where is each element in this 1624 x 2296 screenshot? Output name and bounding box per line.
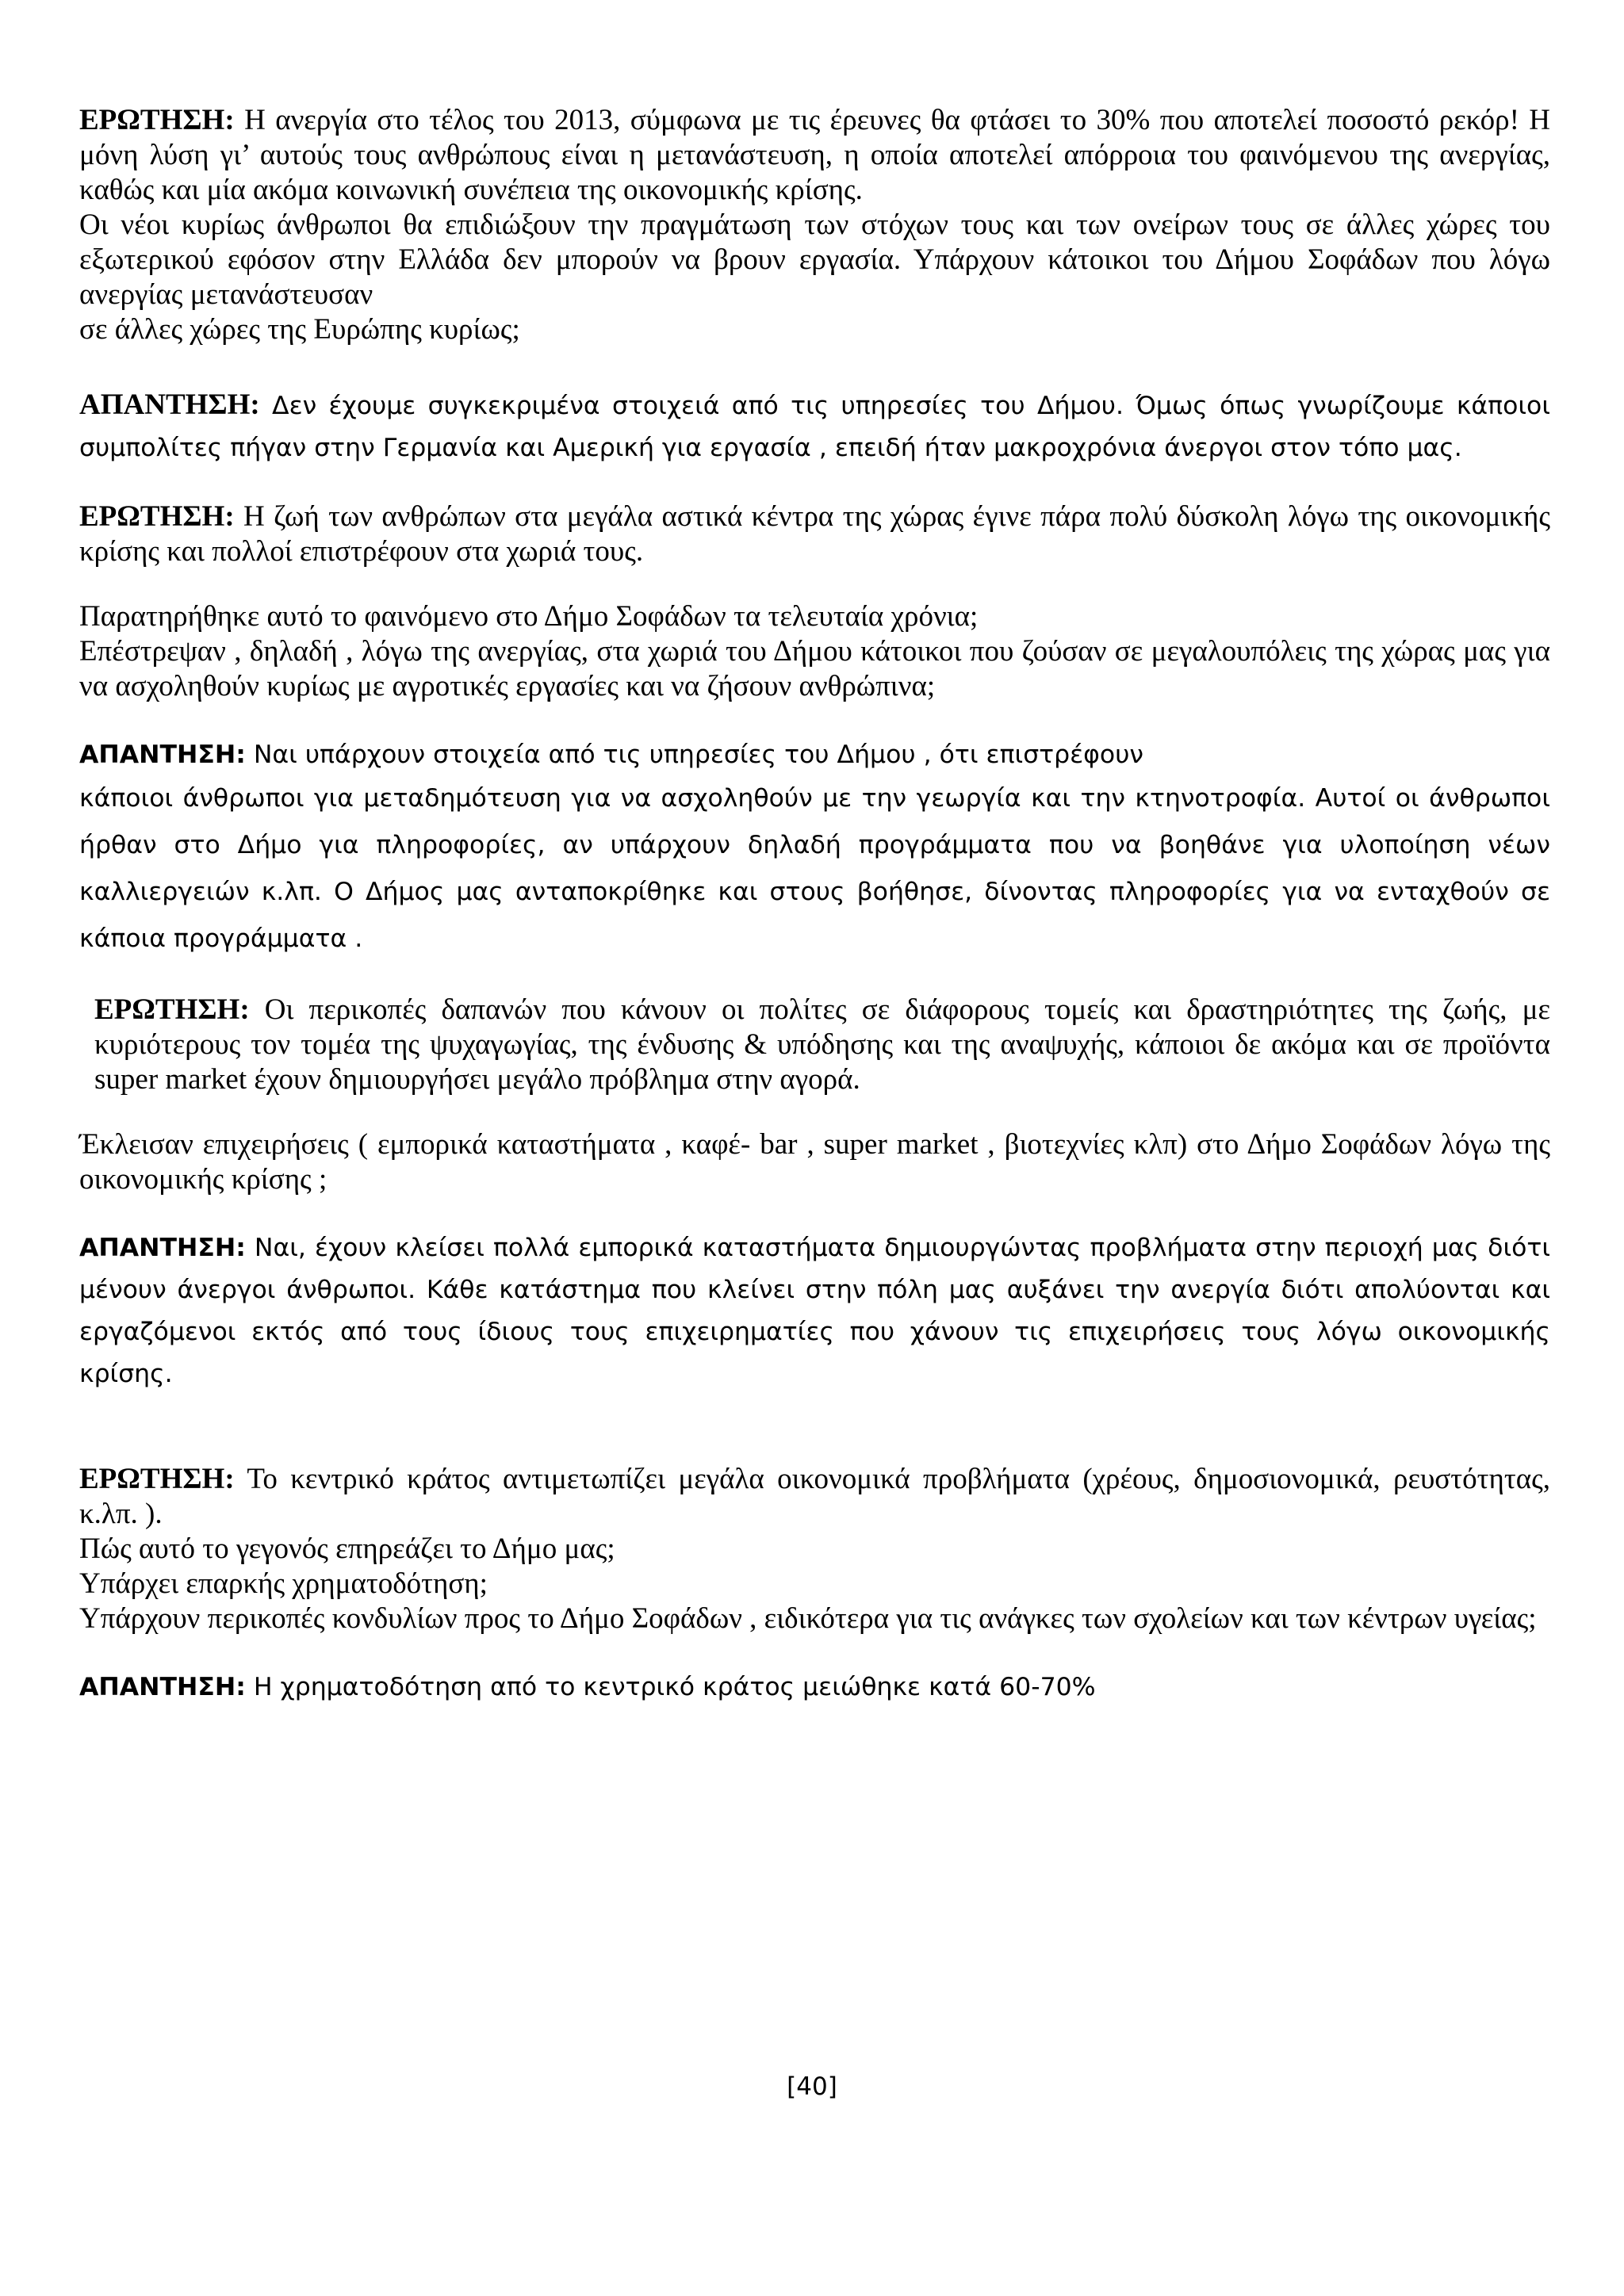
answer-2-continued: [79, 775, 1550, 962]
answer-4-text: Η χρηματοδότηση από το κεντρικό κράτος μειώθηκε κατά 60-70%: [253, 1673, 1096, 1701]
question-1-line-1: Οι νέοι κυρίως άνθρωποι θα επιδιώξουν την πραγμάτωση των στόχων τους και των ονείρων τους σε άλλες χώρες του εξωτερικού εφόσον στην Ελλάδα δεν μπορούν να βρουν εργασία. Υπάρχουν κάτοικοι του Δήμου Σοφάδων που λόγω ανεργίας μετανάστευσαν: [79, 209, 1550, 311]
answer-label: ΑΠΑΝΤΗΣΗ:: [79, 388, 260, 421]
answer-3-text: Ναι, έχουν κλείσει πολλά εμπορικά καταστήματα δημιουργώντας προβλήματα στην περιοχή μας διότι μένουν άνεργοι άνθρωποι. Κάθε κατάστημα που κλείνει στην πόλη μας αυξάνει την ανεργία διότι απολύονται και εργαζόμενοι εκτός από τους ίδιους τους επιχειρηματίες που χάνουν τις επιχειρήσεις τους λόγω οικονομικής κρίσης.: [79, 1234, 1551, 1388]
question-2: [79, 499, 1550, 569]
question-4-line-3: Υπάρχουν περικοπές κονδυλίων προς το Δήμο Σοφάδων , ειδικότερα για τις ανάγκες των σχολείων και των κέντρων υγείας;: [79, 1602, 1537, 1635]
question-4-line-2: Υπάρχει επαρκής χρηματοδότηση;: [79, 1567, 488, 1600]
question-label: ΕΡΩΤΗΣΗ:: [79, 1463, 235, 1495]
answer-2-text: Ναι υπάρχουν στοιχεία από τις υπηρεσίες του Δήμου , ότι επιστρέφουν: [253, 740, 1144, 769]
question-1-line-2: σε άλλες χώρες της Ευρώπης κυρίως;: [79, 313, 520, 346]
question-4: [79, 1462, 1550, 1636]
question-2-text: Η ζωή των ανθρώπων στα μεγάλα αστικά κέντρα της χώρας έγινε πάρα πολύ δύσκολη λόγω της οικονομικής κρίσης και πολλοί επιστρέφουν στα χωριά τους.: [79, 500, 1550, 568]
question-2-line-1: Παρατηρήθηκε αυτό το φαινόμενο στο Δήμο Σοφάδων τα τελευταία χρόνια;: [79, 600, 979, 633]
answer-1-text: Δεν έχουμε συγκεκριμένα στοιχειά από τις υπηρεσίες του Δήμου. Όμως όπως γνωρίζουμε κάποιοι συμπολίτες πήγαν στην Γερμανία και Αμερική για εργασία , επειδή ήταν μακροχρόνια άνεργοι στον τόπο μας.: [79, 392, 1550, 462]
question-4-line-1: Πώς αυτό το γεγονός επηρεάζει το Δήμο μας;: [79, 1533, 615, 1565]
question-3-followup: [79, 1127, 1550, 1197]
answer-label: ΑΠΑΝΤΗΣΗ:: [79, 740, 246, 769]
answer-2-line-1: κάποιοι άνθρωποι για μεταδημότευση για να ασχοληθούν με την γεωργία και την κτηνοτροφία. Αυτοί οι άνθρωποι ήρθαν στο Δήμο για πληροφορίες, αν υπάρχουν δηλαδή προγράμματα που να βοηθάνε για υλοποίηση νέων καλλιεργειών κ.λπ. Ο Δήμος μας ανταποκρίθηκε και στους βοήθησε, δίνοντας πληροφορίες για να ενταχθούν σε κάποια προγράμματα .: [79, 784, 1550, 953]
question-4-text: Το κεντρικό κράτος αντιμετωπίζει μεγάλα οικονομικά προβλήματα (χρέους, δημοσιονομικά, ρευστότητας, κ.λπ. ).: [79, 1463, 1550, 1530]
document-page: [79, 103, 1550, 1709]
answer-3: [79, 1227, 1550, 1395]
answer-label: ΑΠΑΝΤΗΣΗ:: [79, 1234, 246, 1262]
question-2-line-2: Επέστρεψαν , δηλαδή , λόγω της ανεργίας, στα χωριά του Δήμου κάτοικοι που ζούσαν σε μεγαλουπόλεις της χώρας μας για να ασχοληθούν κυρίως με αγροτικές εργασίες και να ζήσουν ανθρώπινα;: [79, 635, 1550, 702]
answer-4: [79, 1667, 1550, 1709]
answer-1: [79, 384, 1550, 469]
question-3: [79, 993, 1550, 1097]
answer-2: [79, 734, 1550, 775]
question-1-text: Η ανεργία στο τέλος του 2013, σύμφωνα με τις έρευνες θα φτάσει το 30% που αποτελεί ποσοστό ρεκόρ! Η μόνη λύση γι’ αυτούς τους ανθρώπους είναι η μετανάστευση, η οποία αποτελεί απόρροια του φαινόμενου της ανεργίας, καθώς και μία ακόμα κοινωνική συνέπεια της οικονομικής κρίσης.: [79, 104, 1551, 206]
question-1: [79, 103, 1550, 347]
question-3-line-1: Έκλεισαν επιχειρήσεις ( εμπορικά καταστήματα , καφέ- bar , super market , βιοτεχνίες κλπ) στο Δήμο Σοφάδων λόγω της οικονομικής κρίσης ;: [79, 1128, 1550, 1196]
question-3-text: Οι περικοπές δαπανών που κάνουν οι πολίτες σε διάφορους τομείς και δραστηριότητες της ζωής, με κυριότερους τον τομέα της ψυχαγωγίας, της ένδυσης & υπόδησης και της αναψυχής, κάποιοι δε ακόμα και σε προϊόντα super market έχουν δημιουργήσει μεγάλο πρόβλημα στην αγορά.: [94, 993, 1551, 1096]
question-label: ΕΡΩΤΗΣΗ:: [94, 993, 250, 1026]
answer-label: ΑΠΑΝΤΗΣΗ:: [79, 1673, 246, 1701]
question-label: ΕΡΩΤΗΣΗ:: [79, 104, 235, 136]
question-2-followup: [79, 599, 1550, 704]
question-label: ΕΡΩΤΗΣΗ:: [79, 500, 235, 533]
page-number: [40]: [787, 2072, 837, 2101]
